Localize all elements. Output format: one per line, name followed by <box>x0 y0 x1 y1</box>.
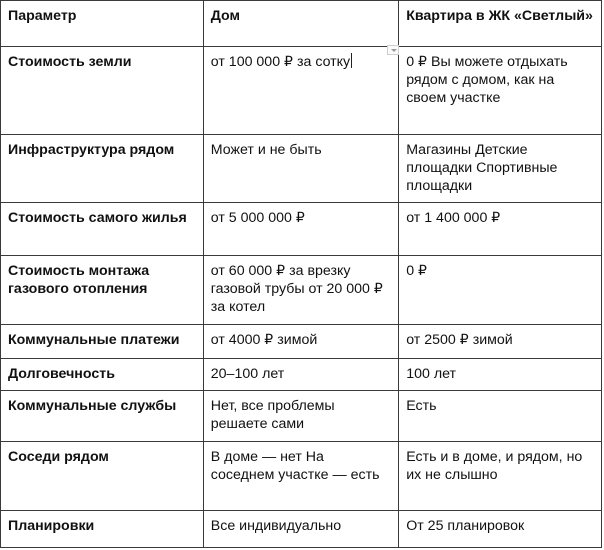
house-cell[interactable] <box>203 46 398 134</box>
house-value: от 60 000 ₽ за врезку <box>210 263 351 280</box>
row-label-cell[interactable] <box>1 325 204 358</box>
table-row <box>1 46 602 134</box>
row-label: Коммунальные службы <box>8 397 177 414</box>
header-apartment-line: Квартира в ЖК <box>406 8 511 24</box>
apartment-value: 100 лет <box>406 365 457 382</box>
dropdown-arrow-icon[interactable] <box>387 45 399 55</box>
apartment-cell[interactable] <box>399 202 602 256</box>
row-label-cell[interactable] <box>1 134 204 202</box>
apartment-cell[interactable] <box>399 511 602 548</box>
row-label: Инфраструктура рядом <box>8 141 175 158</box>
table-row <box>1 134 602 202</box>
table-row <box>1 256 602 325</box>
house-value: Все индивидуально <box>210 518 342 535</box>
house-value: газовой трубы <box>210 281 305 298</box>
house-cell[interactable] <box>203 358 398 390</box>
apartment-value: Есть и в доме, и рядом, <box>406 448 563 465</box>
apartment-cell[interactable] <box>399 441 602 511</box>
table-row <box>1 390 602 441</box>
apartment-value: от 1 400 000 ₽ <box>406 209 501 226</box>
house-value: есть <box>350 466 380 483</box>
row-label: Стоимость монтажа <box>8 263 150 280</box>
apartment-value: от 2500 ₽ зимой <box>406 332 513 349</box>
apartment-value: Есть <box>406 397 437 414</box>
header-parameter-text: Параметр <box>8 8 77 24</box>
table-row <box>1 202 602 256</box>
apartment-value: 0 ₽ <box>406 53 428 70</box>
row-label: Стоимость самого <box>8 209 139 226</box>
apartment-cell[interactable] <box>399 358 602 390</box>
house-value: от 5 000 000 ₽ <box>210 209 305 226</box>
row-label-cell[interactable] <box>1 390 204 441</box>
house-value: от 100 000 ₽ за сотку <box>210 53 351 70</box>
apartment-value: рядом с домом, как на <box>406 71 555 88</box>
house-value: Может и не быть <box>210 141 322 158</box>
house-value: 20–100 лет <box>210 365 285 382</box>
house-cell[interactable] <box>203 390 398 441</box>
row-label-cell[interactable] <box>1 256 204 325</box>
house-cell[interactable] <box>203 325 398 358</box>
apartment-cell[interactable] <box>399 256 602 325</box>
apartment-value: Спортивные площадки <box>406 159 558 194</box>
row-label: Долговечность <box>8 365 115 382</box>
house-cell[interactable] <box>203 511 398 548</box>
house-cell[interactable] <box>203 256 398 325</box>
header-house[interactable] <box>203 1 398 47</box>
apartment-value: но их не слышно <box>406 448 583 483</box>
apartment-value: Детские площадки <box>406 141 528 176</box>
table-row <box>1 511 602 548</box>
table-row <box>1 358 602 390</box>
row-label: газового отопления <box>8 281 148 298</box>
header-apartment-line: «Светлый» <box>514 8 593 24</box>
apartment-cell[interactable] <box>399 134 602 202</box>
apartment-value: Магазины <box>406 141 472 158</box>
house-value: Нет, все проблемы <box>210 397 335 414</box>
apartment-cell[interactable] <box>399 46 602 134</box>
house-value: от 4000 ₽ зимой <box>210 332 318 349</box>
row-label: Стоимость земли <box>8 53 132 70</box>
row-label-cell[interactable] <box>1 441 204 511</box>
table-row <box>1 441 602 511</box>
house-value: от 20 000 ₽ за котел <box>210 281 383 316</box>
house-value: На соседнем участке — <box>210 448 347 483</box>
row-label-cell[interactable] <box>1 511 204 548</box>
house-cell[interactable] <box>203 202 398 256</box>
header-parameter[interactable] <box>1 1 204 47</box>
row-label-cell[interactable] <box>1 358 204 390</box>
row-label-cell[interactable] <box>1 46 204 134</box>
house-value: решаете сами <box>210 415 305 432</box>
apartment-value: своем участке <box>406 89 501 106</box>
house-cell[interactable] <box>203 134 398 202</box>
house-cell[interactable] <box>203 441 398 511</box>
house-value: В доме — нет <box>210 448 302 465</box>
row-label-cell[interactable] <box>1 202 204 256</box>
row-label: Планировки <box>8 518 95 535</box>
apartment-value: От 25 планировок <box>406 518 525 535</box>
text-cursor <box>351 53 352 68</box>
row-label: Соседи рядом <box>8 448 109 465</box>
header-house-text: Дом <box>210 8 241 24</box>
apartment-value: Вы можете отдыхать <box>431 53 568 70</box>
table-row <box>1 325 602 358</box>
apartment-value: 0 ₽ <box>406 263 428 280</box>
row-label: жилья <box>141 209 187 226</box>
apartment-cell[interactable] <box>399 390 602 441</box>
row-label: Коммунальные платежи <box>8 332 180 349</box>
apartment-cell[interactable] <box>399 325 602 358</box>
header-row <box>1 1 602 47</box>
header-apartment[interactable] <box>399 1 602 47</box>
